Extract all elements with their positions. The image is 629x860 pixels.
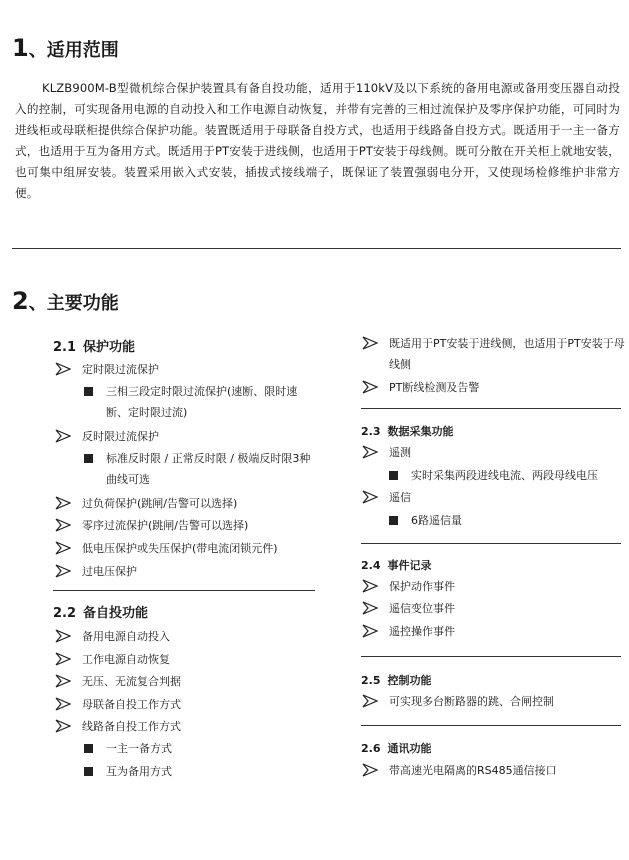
subsection-divider (361, 408, 621, 409)
arrow-bullet-icon (362, 380, 378, 394)
subsection-2-1-title: 保护功能 (83, 340, 136, 355)
arrow-bullet-icon (362, 763, 378, 777)
subsection-2-6-number: 2.6 (361, 742, 381, 755)
section-divider (12, 248, 621, 249)
subsection-2-6-title: 通讯功能 (387, 742, 432, 755)
subsection-2-3-heading (361, 423, 454, 439)
subsection-2-4-heading (361, 557, 432, 573)
arrow-bullet-icon (55, 674, 71, 688)
arrow-bullet-icon (55, 518, 71, 532)
arrow-bullet-icon (55, 719, 71, 733)
section2-title: 、主要功能 (28, 293, 119, 314)
arrow-bullet-icon (55, 362, 71, 376)
list-subitem: 标准反时限 / 正常反时限 / 极端反时限3种曲线可选 (84, 448, 319, 490)
square-bullet-icon (389, 516, 398, 525)
list-subitem: 实时采集两段进线电流、两段母线电压 (389, 465, 621, 486)
section1-heading (12, 34, 119, 62)
section1-title: 、适用范围 (28, 40, 119, 61)
subsection-divider (53, 590, 315, 591)
subsection-2-5-title: 控制功能 (387, 674, 432, 687)
square-bullet-icon (389, 471, 398, 480)
subsection-2-2-heading (53, 602, 148, 621)
arrow-bullet-icon (55, 541, 71, 555)
square-bullet-icon (84, 387, 93, 396)
list-subitem: 6路遥信量 (389, 510, 589, 531)
arrow-bullet-icon (362, 624, 378, 638)
arrow-bullet-icon (55, 429, 71, 443)
section2-heading (12, 287, 119, 315)
subsection-divider (361, 543, 621, 544)
section2-number: 2 (12, 287, 29, 315)
arrow-bullet-icon (362, 601, 378, 615)
subsection-2-3-number: 2.3 (361, 425, 381, 438)
arrow-bullet-icon (362, 445, 378, 459)
square-bullet-icon (84, 767, 93, 776)
subsection-divider (361, 725, 621, 726)
arrow-bullet-icon (362, 490, 378, 504)
list-subitem: 三相三段定时限过流保护(速断、限时速断、定时限过流) (84, 381, 319, 423)
section1-paragraph: KLZB900M-B型微机综合保护装置具有备自投功能，适用于110kV及以下系统的备用电源或备用变压器自动投入的控制，可实现备用电源的自动投入和工作电源自动恢复，并带有完善的三相过流保护及零序保护功能，可同时为进线柜或母联柜提供综合保护功能。装置既适用于母联备自投方式，也适用于线路备自投方式。既适用于一主一备方式，也适用于互为备用方式。既适用于PT安装于进线侧，也适用于PT安装于母线侧。既可分散在开关柜上就地安装，也可集中组屏安装。装置采用嵌入式安装，插拔式接线端子，既保证了装置强弱电分开，又使现场检修维护非常方便。 (15, 81, 620, 200)
arrow-bullet-icon (55, 564, 71, 578)
subsection-2-1-number: 2.1 (53, 340, 77, 355)
subsection-2-1-heading (53, 336, 135, 355)
list-subitem: 互为备用方式 (84, 761, 284, 782)
square-bullet-icon (84, 454, 93, 463)
subsection-2-2-number: 2.2 (53, 606, 77, 621)
subsection-2-4-title: 事件记录 (387, 559, 432, 572)
subsection-2-5-heading (361, 672, 432, 688)
arrow-bullet-icon (55, 629, 71, 643)
subsection-2-4-number: 2.4 (361, 559, 381, 572)
square-bullet-icon (84, 744, 93, 753)
list-subitem: 一主一备方式 (84, 738, 284, 759)
subsection-divider (361, 656, 621, 657)
section1-number: 1 (12, 34, 29, 62)
subsection-2-3-title: 数据采集功能 (387, 425, 454, 438)
subsection-2-2-title: 备自投功能 (83, 606, 149, 621)
arrow-bullet-icon (362, 336, 378, 350)
subsection-2-5-number: 2.5 (361, 674, 381, 687)
arrow-bullet-icon (55, 697, 71, 711)
arrow-bullet-icon (55, 496, 71, 510)
arrow-bullet-icon (55, 652, 71, 666)
subsection-2-6-heading (361, 740, 432, 756)
arrow-bullet-icon (362, 694, 378, 708)
arrow-bullet-icon (362, 579, 378, 593)
